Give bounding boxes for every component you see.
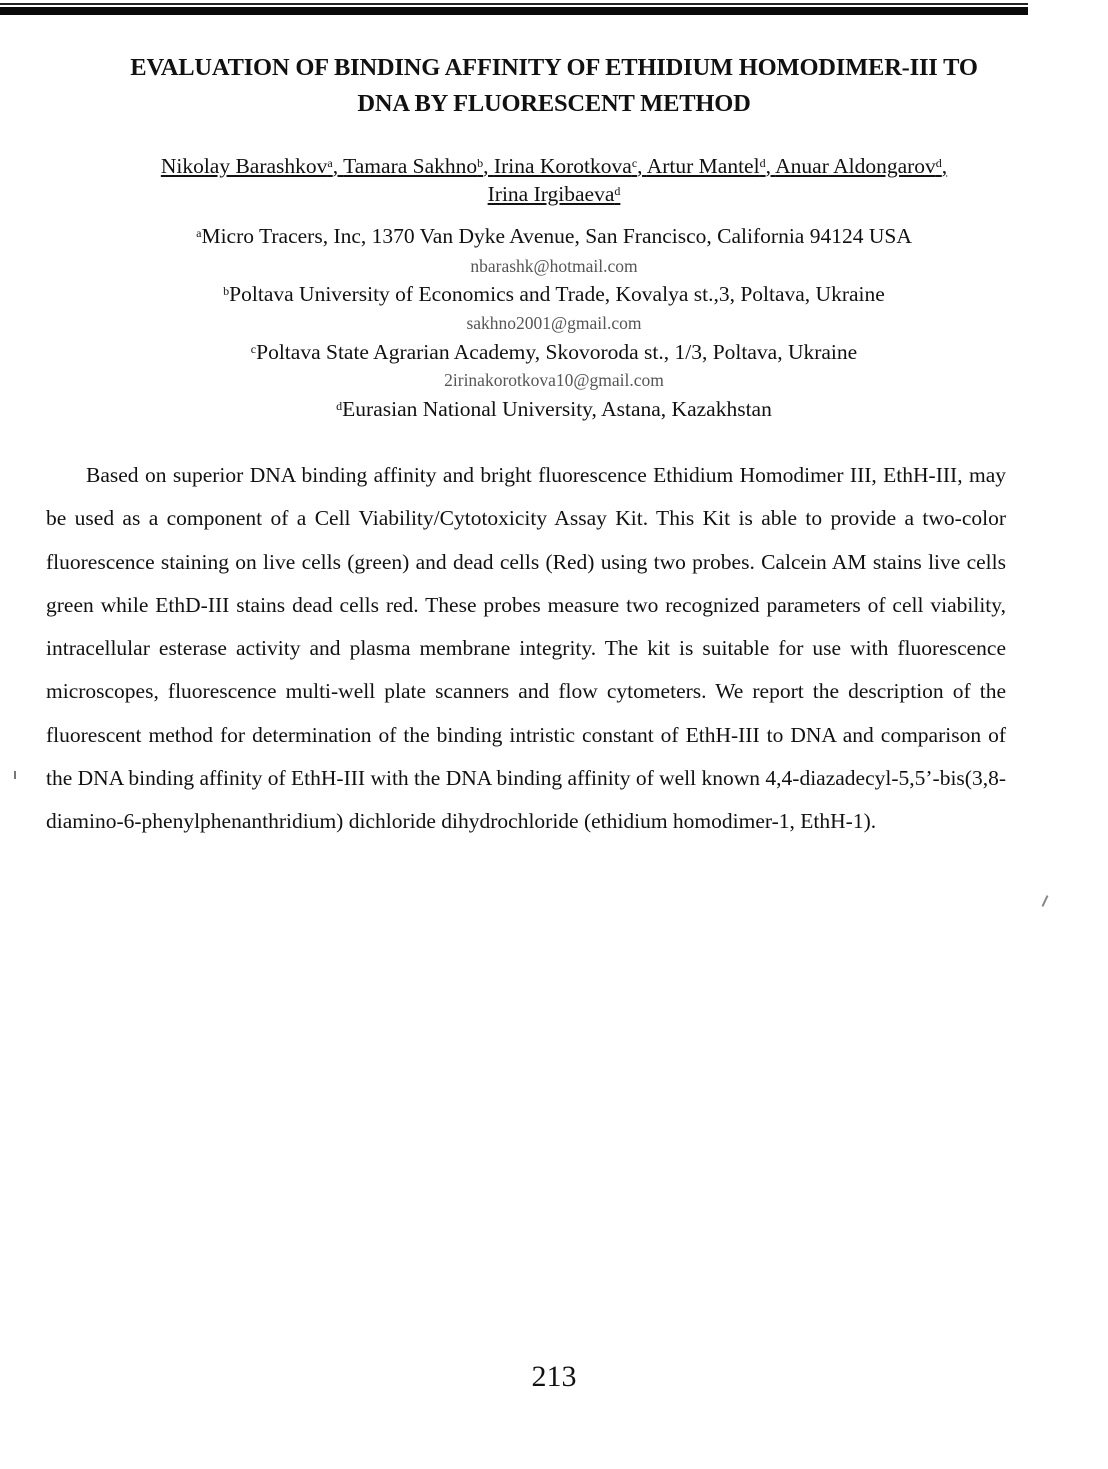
author-line <box>40 152 1068 180</box>
author-separator: , <box>765 154 776 178</box>
author-separator: , <box>941 154 948 178</box>
author-name: Anuar Aldongarov <box>775 154 936 178</box>
affiliation-text: Micro Tracers, Inc, 1370 Van Dyke Avenue, San Francisco, California 94124 USA <box>201 224 912 248</box>
affiliation <box>40 280 1068 308</box>
author-affiliation-mark: a <box>327 156 333 170</box>
paper-title <box>40 50 1068 122</box>
scan-mark <box>14 771 16 779</box>
title-line: EVALUATION OF BINDING AFFINITY OF ETHIDIUM HOMODIMER-III TO <box>130 54 978 81</box>
author-name: Irina Korotkova <box>493 154 632 178</box>
author-separator: , <box>483 154 494 178</box>
author-line <box>40 180 1068 208</box>
author-name: Irina Irgibaeva <box>487 182 615 206</box>
author-separator: , <box>332 154 344 178</box>
abstract-paragraph: Based on superior DNA binding affinity and bright fluorescence Ethidium Homodimer III, EthH-III, may be used as a component of a Cell Viability/Cytotoxicity Assay Kit. This Kit is able to provide a two-color fluorescence staining on live cells (green) and dead cells (Red) using two probes. Calcein AM stains live cells green while EthD-III stains dead cells red. These probes measure two recognized parameters of cell viability, intracellular esterase activity and plasma membrane integrity. The kit is suitable for use with fluorescence microscopes, fluorescence multi-well plate scanners and flow cytometers. We report the description of the fluorescent method for determination of the binding intristic constant of EthH-III to DNA and comparison of the DNA binding affinity of EthH-III with the DNA binding affinity of well known 4,4-diazadecyl-5,5’-bis(3,8-diamino-6-phenylphenanthridium) dichloride dihydrochloride (ethidium homodimer-1, EthH-1). <box>46 463 1006 834</box>
author-list <box>40 152 1068 208</box>
author <box>494 154 647 178</box>
affiliation-email[interactable]: nbarashk@hotmail.com <box>470 256 638 276</box>
affiliation-mark: d <box>336 399 343 413</box>
title-line: DNA BY FLUORESCENT METHOD <box>357 90 751 117</box>
affiliation-mark: c <box>250 342 257 356</box>
author-separator: , <box>637 154 647 178</box>
author-affiliation-mark: d <box>614 184 621 198</box>
page-number: 213 <box>531 1360 577 1393</box>
affiliation <box>40 395 1068 423</box>
header-rule <box>0 7 1028 15</box>
author-name: Tamara Sakhno <box>343 154 478 178</box>
author <box>647 154 775 178</box>
affiliation <box>40 338 1068 366</box>
author-affiliation-mark: d <box>935 156 942 170</box>
header-rule-thin <box>0 3 1028 5</box>
affiliation-mark: a <box>196 226 202 240</box>
affiliation-text: Poltava University of Economics and Trade, Kovalya st.,3, Poltava, Ukraine <box>229 282 885 306</box>
author <box>775 154 947 178</box>
author-name: Artur Mantel <box>646 154 760 178</box>
affiliation-mark: b <box>223 284 230 298</box>
affiliation-text: Poltava State Agrarian Academy, Skovoroda st., 1/3, Poltava, Ukraine <box>256 340 858 364</box>
author-name: Nikolay Barashkov <box>160 154 328 178</box>
affiliation-email[interactable]: 2irinakorotkova10@gmail.com <box>444 370 664 390</box>
affiliation-text: Eurasian National University, Astana, Kazakhstan <box>342 397 772 421</box>
author <box>161 154 343 178</box>
affiliation <box>40 222 1068 250</box>
author <box>343 154 494 178</box>
affiliation-email[interactable]: sakhno2001@gmail.com <box>466 313 642 333</box>
scan-mark <box>1042 895 1049 907</box>
author-affiliation-mark: d <box>759 156 766 170</box>
author-affiliation-mark: c <box>631 156 638 170</box>
author-affiliation-mark: b <box>477 156 484 170</box>
author <box>488 182 621 206</box>
